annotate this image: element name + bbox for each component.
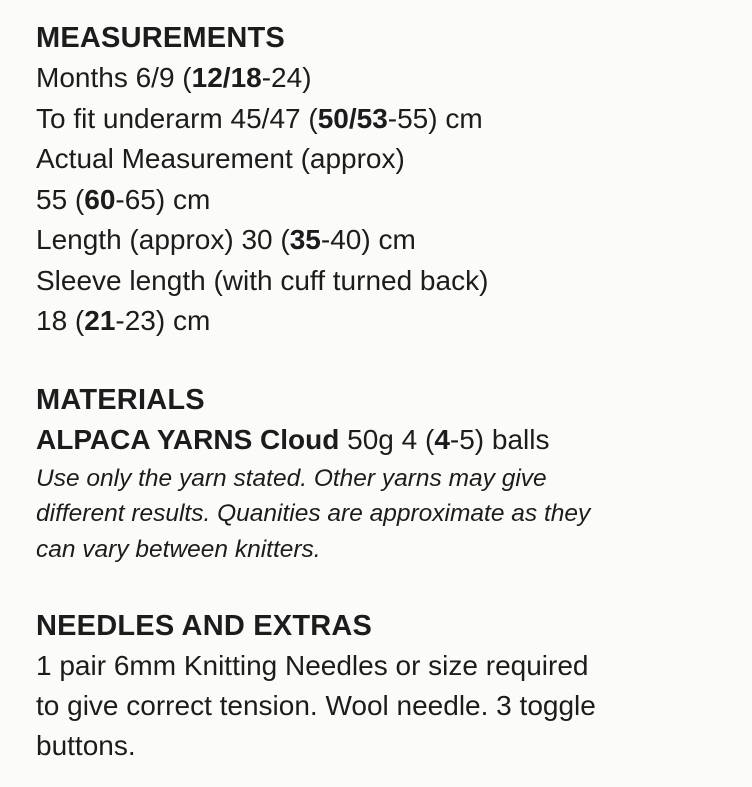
materials-section xyxy=(36,380,590,567)
materials-heading: MATERIALS xyxy=(36,384,205,416)
needles-heading: NEEDLES AND EXTRAS xyxy=(36,610,373,642)
measurement-line: 18 (21-23) cm xyxy=(36,305,211,336)
yarn-line: ALPACA YARNS Cloud 50g 4 (4-5) balls xyxy=(36,424,550,455)
measurement-line: Sleeve length (with cuff turned back) xyxy=(36,264,489,296)
needles-text-line: to give correct tension. Wool needle. 3 toggle xyxy=(36,690,596,721)
measurements-heading: MEASUREMENTS xyxy=(36,22,285,54)
yarn-note-line: different results. Quanities are approximate as they xyxy=(36,500,591,527)
needles-text-line: 1 pair 6mm Knitting Needles or size required xyxy=(36,650,589,681)
measurements-section xyxy=(36,18,488,342)
measurement-line: Months 6/9 (12/18-24) xyxy=(36,62,312,93)
needles-section xyxy=(36,606,596,766)
measurement-line: 55 (60-65) cm xyxy=(36,183,211,215)
needles-text-line: buttons. xyxy=(36,730,136,761)
measurements-list xyxy=(36,58,488,342)
measurement-line: To fit underarm 45/47 (50/53-55) cm xyxy=(36,102,483,134)
yarn-note-line: can vary between knitters. xyxy=(36,535,321,563)
measurement-line: Actual Measurement (approx) xyxy=(36,143,405,174)
measurement-line: Length (approx) 30 (35-40) cm xyxy=(36,224,416,255)
yarn-note-line: Use only the yarn stated. Other yarns may give xyxy=(36,464,547,492)
